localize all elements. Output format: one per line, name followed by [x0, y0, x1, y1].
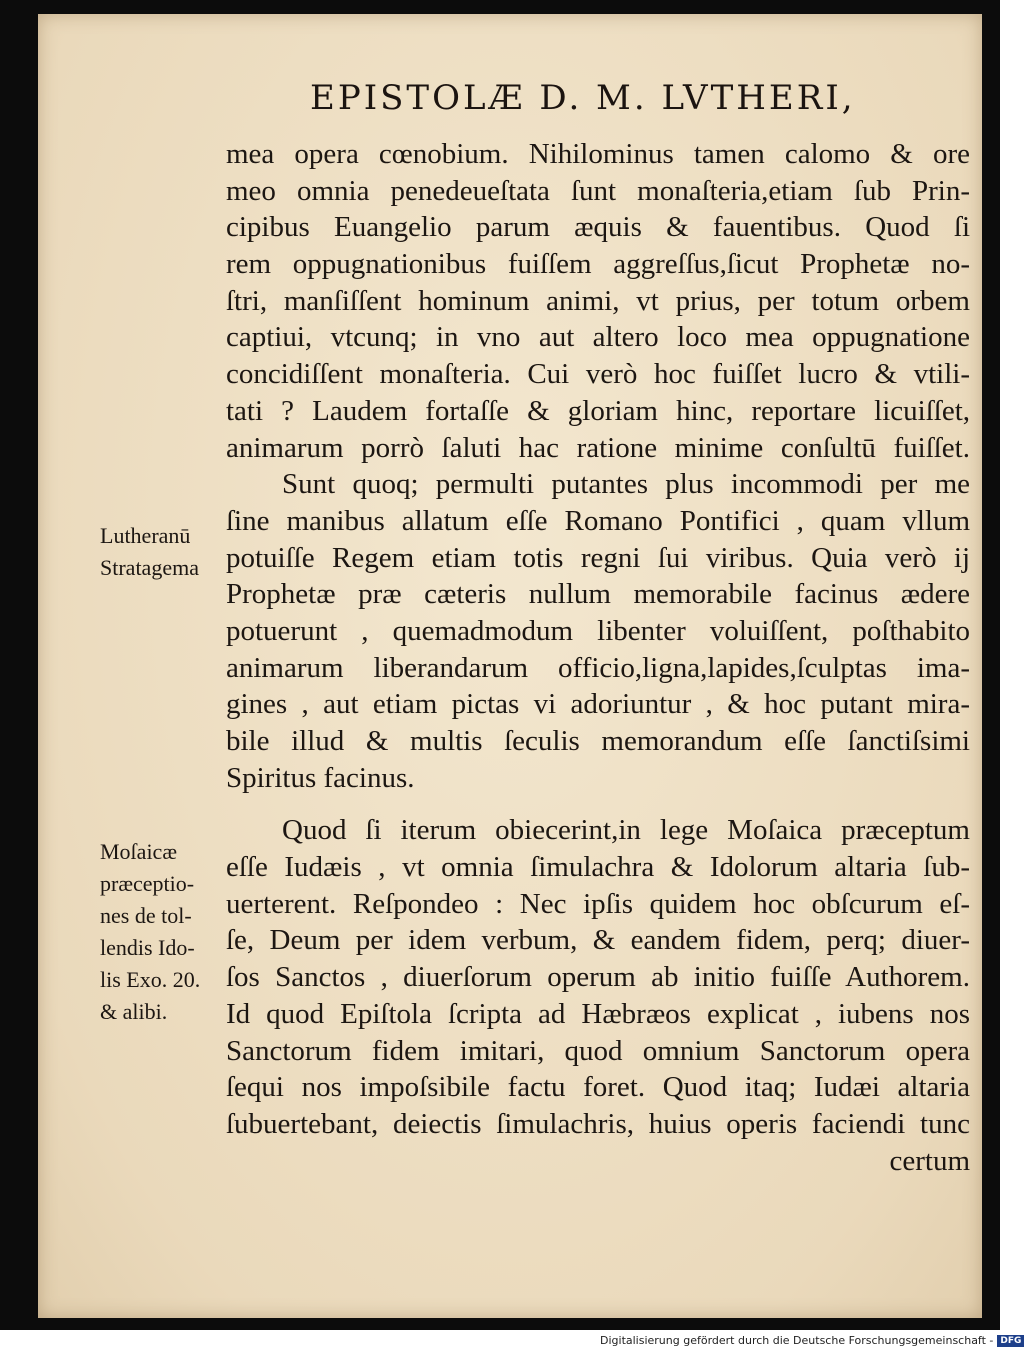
marginal-line: nes de tol- — [100, 903, 192, 928]
body-text — [226, 136, 970, 1179]
text-line: animarum porrò ſaluti hac ratione minime conſultū fuiſſet. — [226, 431, 970, 464]
catchword: certum — [889, 1144, 970, 1177]
marginal-line: Stratagema — [100, 555, 199, 580]
paragraph-3 — [226, 812, 970, 1142]
paragraph-gap — [226, 796, 970, 812]
marginal-line: præceptio- — [100, 871, 195, 896]
dfg-logo: DFG — [997, 1335, 1024, 1347]
text-line: animarum liberandarum officio,ligna,lapides,ſculptas ima- — [226, 651, 970, 684]
text-line: ſe, Deum per idem verbum, & eandem fidem, perq; diuer- — [226, 924, 970, 957]
footer-text: Digitalisierung gefördert durch die Deutsche Forschungsgemeinschaft - — [600, 1334, 994, 1347]
text-line: rem oppugnationibus fuiſſem aggreſſus,ſicut Prophetæ no- — [226, 248, 970, 281]
text-line: Id quod Epiſtola ſcripta ad Hæbræos explicat , iubens nos — [226, 997, 970, 1030]
marginal-note-stratagem — [100, 520, 199, 584]
marginal-note-mosaic-precepts — [100, 836, 200, 1028]
funding-footer — [600, 1334, 1022, 1350]
paragraph-1 — [226, 136, 970, 466]
text-line: potuerunt , quemadmodum libenter voluiſſent, poſthabito — [226, 614, 970, 647]
text-line: Prophetæ præ cæteris nullum memorabile facinus ædere — [226, 578, 970, 611]
text-line: meo omnia penedeueſtata ſunt monaſteria,etiam ſub Prin- — [226, 174, 970, 207]
marginal-line: lendis Ido- — [100, 935, 195, 960]
text-line: concidiſſent monaſteria. Cui verò hoc fuiſſet lucro & vtili- — [226, 358, 970, 391]
text-line: ſos Sanctos , diuerſorum operum ab initio fuiſſe Authorem. — [226, 961, 970, 994]
text-line: potuiſſe Regem etiam totis regni ſui viribus. Quia verò ij — [226, 541, 970, 574]
text-line: tati ? Laudem fortaſſe & gloriam hinc, reportare licuiſſet, — [226, 394, 970, 427]
paragraph-2 — [226, 466, 970, 796]
text-line: gines , aut etiam pictas vi adoriuntur , & hoc putant mira- — [226, 688, 970, 721]
marginal-line: lis Exo. 20. — [100, 967, 201, 992]
text-line: Spiritus facinus. — [226, 761, 415, 794]
text-line: cipibus Euangelio parum æquis & fauentibus. Quod ſi — [226, 211, 970, 244]
text-line: ſubuertebant, deiectis ſimulachris, huius operis faciendi tunc — [226, 1107, 970, 1140]
running-title: EPISTOLÆ D. M. LVTHERI, — [310, 78, 856, 118]
text-line: mea opera cœnobium. Nihilominus tamen calomo & ore — [226, 138, 970, 170]
text-line: uerterent. Reſpondeo : Nec ipſis quidem hoc obſcurum eſ- — [226, 887, 970, 920]
text-line: Sunt quoq; permulti putantes plus incommodi per me — [282, 468, 970, 501]
text-line: captiui, vtcunq; in vno aut altero loco mea oppugnatione — [226, 321, 970, 354]
text-line: ſine manibus allatum eſſe Romano Pontifici , quam vllum — [226, 504, 970, 537]
text-line: Quod ſi iterum obiecerint,in lege Moſaica præceptum — [282, 814, 970, 847]
marginal-line: Lutheranū — [100, 523, 191, 548]
text-line: Sanctorum fidem imitari, quod omnium Sanctorum opera — [226, 1034, 970, 1067]
text-line: ſequi nos impoſsibile factu foret. Quod itaq; Iudæi altaria — [226, 1071, 970, 1104]
text-line: bile illud & multis ſeculis memorandum eſſe ſanctiſsimi — [226, 725, 970, 757]
text-line: eſſe Iudæis , vt omnia ſimulachra & Idolorum altaria ſub- — [226, 851, 970, 884]
marginal-line: Moſaicæ — [100, 839, 177, 864]
text-line: ſtri, manſiſſent hominum animi, vt prius, per totum orbem — [226, 284, 970, 317]
marginal-line: & alibi. — [100, 999, 168, 1024]
